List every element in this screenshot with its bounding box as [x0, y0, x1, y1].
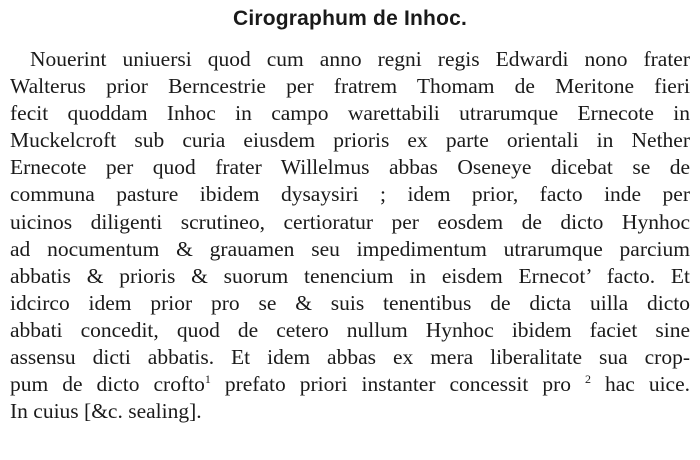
- line-text: uicinos diligenti scrutineo, certioratur per eosdem de dicto Hynhoc: [10, 209, 690, 234]
- text-line: [10, 398, 690, 425]
- line-text: abbatis & prioris & suorum tenencium in eisdem Ernecot’ facto. Et: [10, 263, 690, 288]
- text-line: [10, 263, 690, 290]
- footnote-marker: 2: [584, 372, 591, 387]
- text-line: [10, 209, 690, 236]
- text-line: [10, 154, 690, 181]
- text-line: [10, 371, 690, 398]
- line-text: hac uice.: [590, 372, 690, 397]
- line-text: Walterus prior Berncestrie per fratrem Thomam de Meritone fieri: [10, 74, 690, 99]
- line-text: ad nocumentum & grauamen seu impedimentum utrarumque parcium: [10, 236, 690, 261]
- document-title: Cirographum de Inhoc.: [232, 7, 468, 30]
- text-line: [10, 73, 690, 100]
- text-line: [10, 46, 690, 73]
- text-line: [10, 100, 690, 127]
- footnote-marker: 1: [204, 372, 211, 387]
- line-text: abbati concedit, quod de cetero nullum Hynhoc ibidem faciet sine: [10, 317, 690, 342]
- line-text: fecit quoddam Inhoc in campo warettabili utrarumque Ernecote in: [10, 101, 690, 126]
- line-text: pum de dicto crofto: [10, 372, 205, 397]
- document-body: [10, 46, 690, 425]
- line-text: idcirco idem prior pro se & suis tenentibus de dicta uilla dicto: [10, 290, 690, 315]
- text-line: [10, 181, 690, 208]
- text-line: [10, 127, 690, 154]
- line-text: prefato priori instanter concessit pro: [210, 372, 585, 397]
- text-line: [10, 236, 690, 263]
- line-text: communa pasture ibidem dysaysiri ; idem prior, facto inde per: [10, 182, 690, 207]
- text-line: [10, 290, 690, 317]
- line-text: In cuius [&c. sealing].: [10, 399, 202, 424]
- line-text: Ernecote per quod frater Willelmus abbas Oseneye dicebat se de: [10, 155, 690, 180]
- text-line: [10, 317, 690, 344]
- text-line: [10, 344, 690, 371]
- line-text: Nouerint uniuersi quod cum anno regni regis Edwardi nono frater: [30, 47, 690, 71]
- line-text: assensu dicti abbatis. Et idem abbas ex mera liberalitate sua crop-: [10, 345, 690, 370]
- line-text: Muckelcroft sub curia eiusdem prioris ex parte orientali in Nether: [10, 128, 690, 153]
